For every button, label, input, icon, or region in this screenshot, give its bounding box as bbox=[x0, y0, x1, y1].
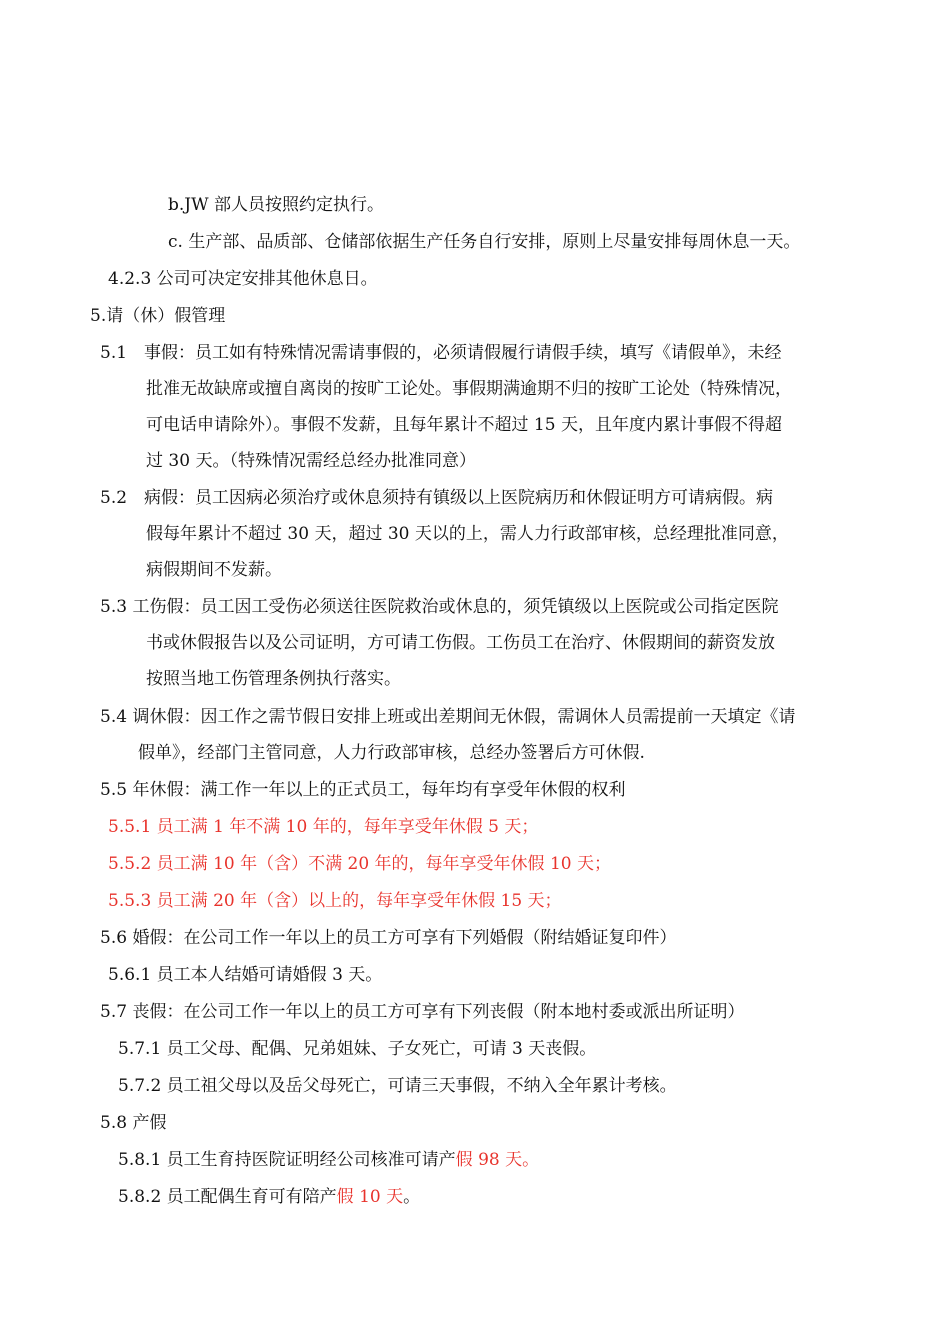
section-5-2-line-3: 病假期间不发薪。 bbox=[146, 560, 282, 580]
section-5-4-line-1: 5.4 调休假：因工作之需节假日安排上班或出差期间无休假，需调休人员需提前一天填定《请 bbox=[100, 707, 796, 727]
section-5-8-2 bbox=[118, 1185, 420, 1209]
section-5-8-1-period: 。 bbox=[522, 1150, 540, 1170]
section-5-3-line-3: 按照当地工伤管理条例执行落实。 bbox=[146, 669, 401, 689]
section-5-1-line-3: 可电话申请除外）。事假不发薪，且每年累计不超过 15 天，且年度内累计事假不得超 bbox=[146, 415, 782, 435]
section-5-6-1: 5.6.1 员工本人结婚可请婚假 3 天。 bbox=[108, 965, 383, 985]
section-5-8: 5.8 产假 bbox=[100, 1113, 167, 1133]
section-5-8-1 bbox=[118, 1148, 539, 1172]
item-b: b.JW 部人员按照约定执行。 bbox=[168, 195, 384, 215]
section-5-7-2: 5.7.2 员工祖父母以及岳父母死亡，可请三天事假，不纳入全年累计考核。 bbox=[118, 1076, 677, 1096]
section-5-8-1-text: 5.8.1 员工生育持医院证明经公司核准可请产 bbox=[118, 1150, 456, 1170]
item-c: c. 生产部、品质部、仓储部依据生产任务自行安排，原则上尽量安排每周休息一天。 bbox=[168, 232, 801, 252]
section-5-8-1-days: 假 98 天 bbox=[455, 1150, 523, 1170]
section-5-1-line-4: 过 30 天。（特殊情况需经总经办批准同意） bbox=[146, 451, 476, 471]
section-5-3-line-2: 书或休假报告以及公司证明，方可请工伤假。工伤员工在治疗、休假期间的薪资发放 bbox=[146, 633, 775, 653]
section-5-1-line-1: 5.1 事假：员工如有特殊情况需请事假的，必须请假履行请假手续，填写《请假单》，未经 bbox=[100, 343, 782, 363]
section-5-3-line-1: 5.3 工伤假：员工因工受伤必须送往医院救治或休息的，须凭镇级以上医院或公司指定医院 bbox=[100, 597, 779, 617]
section-4-2-3: 4.2.3 公司可决定安排其他休息日。 bbox=[108, 269, 378, 289]
section-5-5-2: 5.5.2 员工满 10 年（含）不满 20 年的，每年享受年休假 10 天； bbox=[108, 854, 611, 874]
section-5-8-2-period: 。 bbox=[403, 1187, 421, 1207]
section-5-2-line-1: 5.2 病假：员工因病必须治疗或休息须持有镇级以上医院病历和休假证明方可请病假。病 bbox=[100, 488, 774, 508]
section-5-4-line-2: 假单》，经部门主管同意，人力行政部审核，总经办签署后方可休假. bbox=[138, 743, 645, 763]
section-5-5-1: 5.5.1 员工满 1 年不满 10 年的，每年享受年休假 5 天； bbox=[108, 817, 539, 837]
section-5-6: 5.6 婚假：在公司工作一年以上的员工方可享有下列婚假（附结婚证复印件） bbox=[100, 928, 677, 948]
section-5-7: 5.7 丧假：在公司工作一年以上的员工方可享有下列丧假（附本地村委或派出所证明） bbox=[100, 1002, 745, 1022]
section-5-1-line-2: 批准无故缺席或擅自离岗的按旷工论处。事假期满逾期不归的按旷工论处（特殊情况， bbox=[146, 379, 792, 399]
section-5-heading: 5.请（休）假管理 bbox=[90, 306, 226, 326]
section-5-2-line-2: 假每年累计不超过 30 天，超过 30 天以的上，需人力行政部审核，总经理批准同意， bbox=[146, 524, 789, 544]
section-5-5: 5.5 年休假：满工作一年以上的正式员工，每年均有享受年休假的权利 bbox=[100, 780, 626, 800]
section-5-7-1: 5.7.1 员工父母、配偶、兄弟姐妹、子女死亡，可请 3 天丧假。 bbox=[118, 1039, 597, 1059]
section-5-8-2-text: 5.8.2 员工配偶生育可有陪产 bbox=[118, 1187, 337, 1207]
section-5-8-2-days: 假 10 天 bbox=[336, 1187, 404, 1207]
section-5-5-3: 5.5.3 员工满 20 年（含）以上的，每年享受年休假 15 天； bbox=[108, 891, 562, 911]
